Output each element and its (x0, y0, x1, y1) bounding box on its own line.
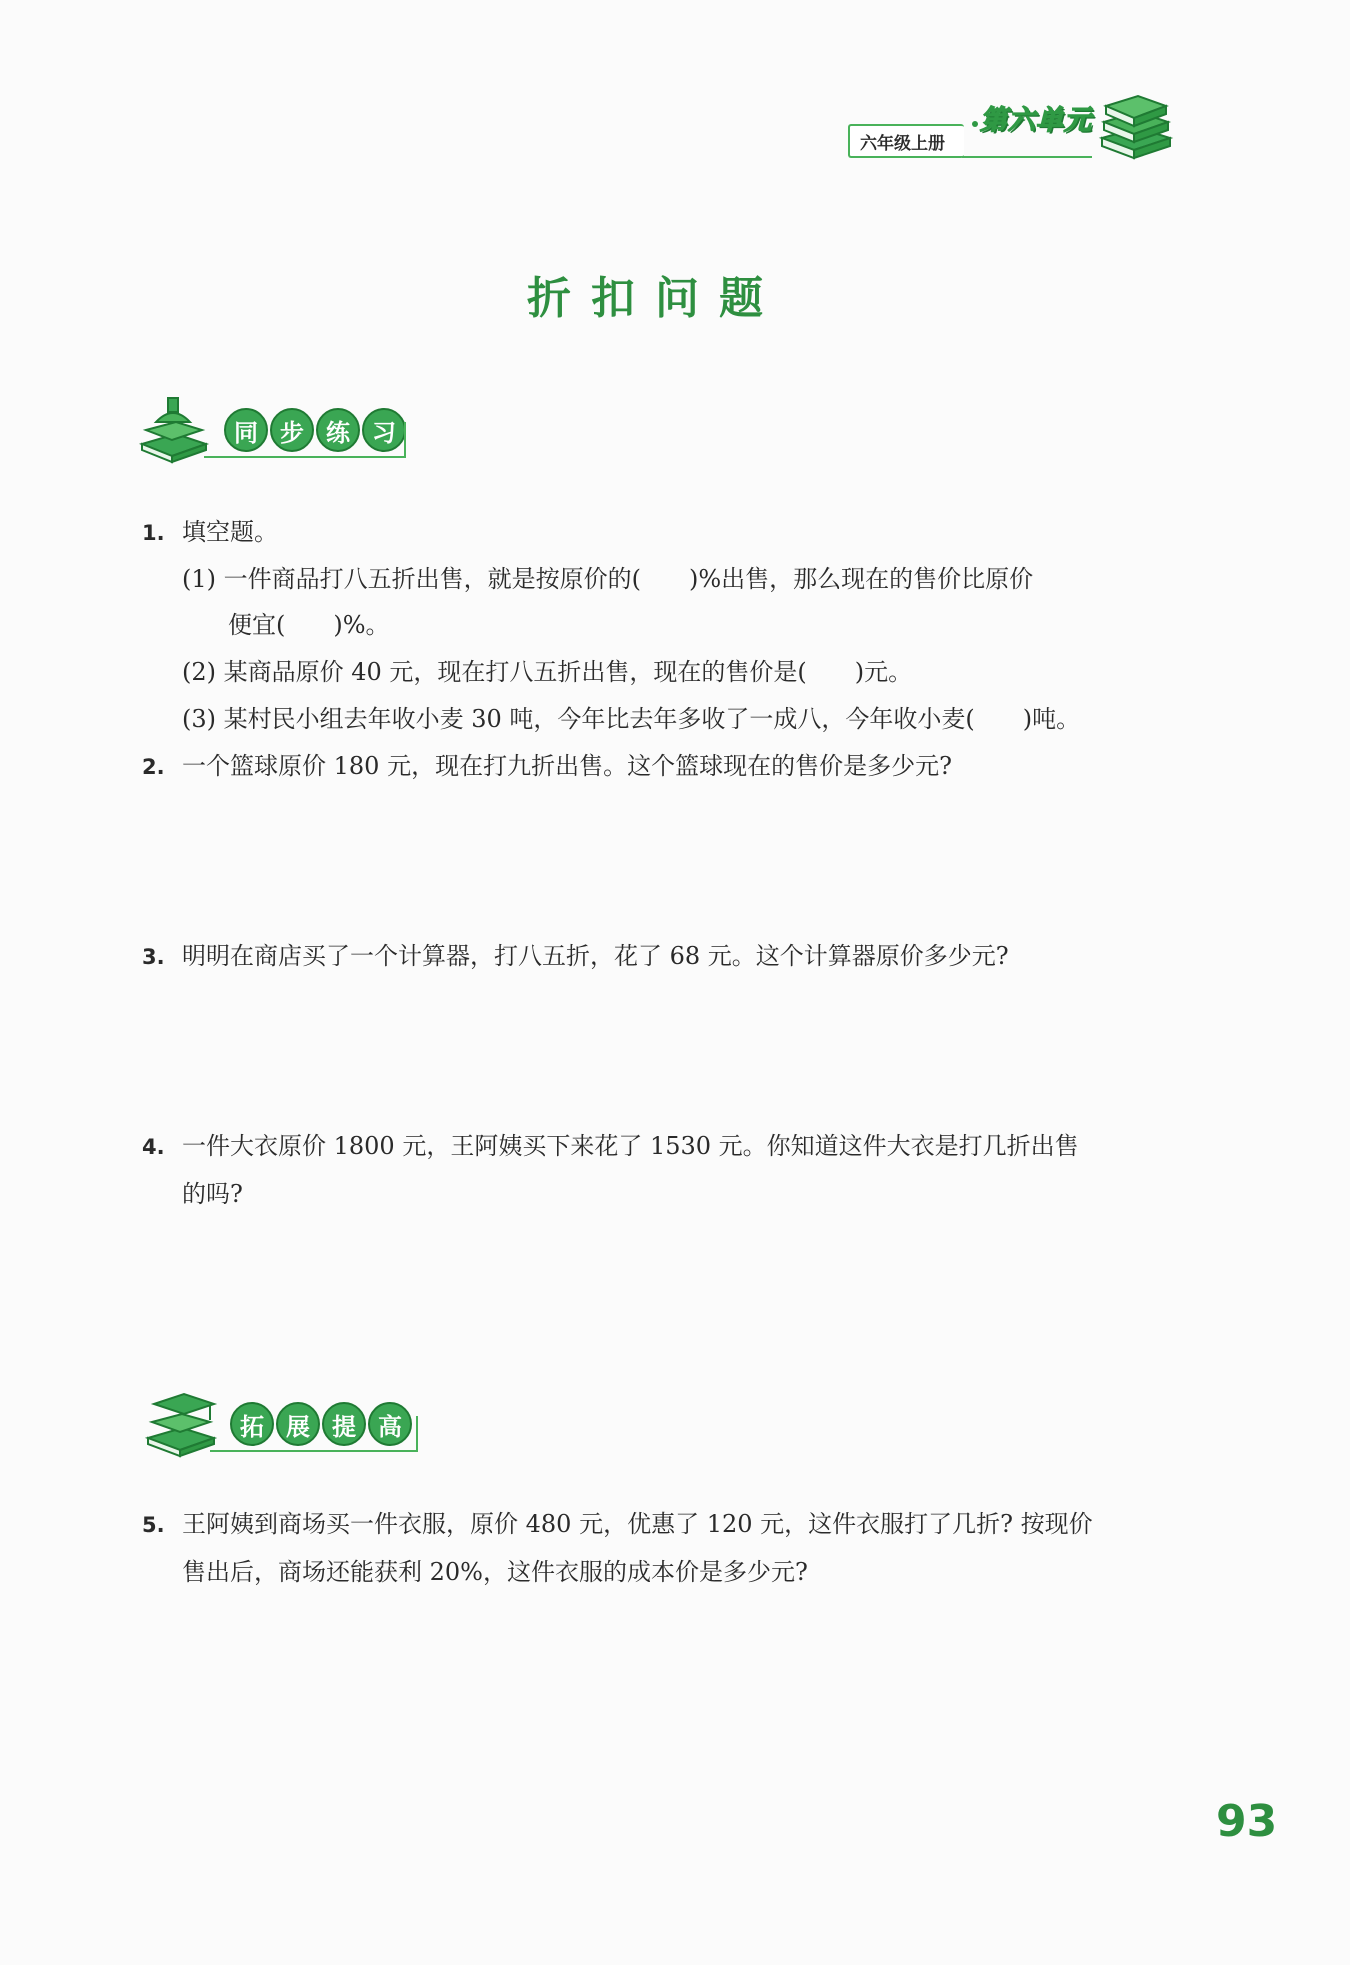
section-rule (210, 1450, 416, 1452)
section-practice-banner (138, 400, 418, 464)
question-3 (142, 932, 1009, 981)
section-char: 高 (368, 1402, 412, 1446)
books-lamp-icon (138, 394, 214, 466)
books-icon (1098, 86, 1174, 166)
section-char: 展 (276, 1402, 320, 1446)
subquestion-text: (3) 某村民小组去年收小麦 30 吨，今年比去年多收了一成八，今年收小麦( )吨。 (182, 705, 1081, 733)
question-text: 的吗? (182, 1180, 243, 1208)
question-1-sub-1 (182, 555, 1033, 603)
unit-label: 第六单元 (980, 105, 1092, 136)
question-5 (142, 1500, 1093, 1549)
question-text: 明明在商店买了一个计算器，打八五折，花了 68 元。这个计算器原价多少元? (182, 942, 1009, 970)
question-1-sub-2 (182, 648, 912, 696)
question-5-cont (182, 1548, 808, 1596)
section-rule (204, 456, 404, 458)
question-text: 售出后，商场还能获利 20%，这件衣服的成本价是多少元? (182, 1558, 808, 1586)
question-4 (142, 1122, 1079, 1171)
section-rule-end (416, 1416, 418, 1452)
page-title: 折扣问题 (527, 273, 783, 324)
subquestion-text: (2) 某商品原价 40 元，现在打八五折出售，现在的售价是( )元。 (182, 658, 913, 686)
header-rule (962, 156, 1092, 158)
header-dot (972, 121, 978, 127)
question-number: 2. (142, 755, 165, 779)
section-char: 同 (224, 408, 268, 452)
question-text: 一件大衣原价 1800 元，王阿姨买下来花了 1530 元。你知道这件大衣是打几折出售 (182, 1132, 1079, 1160)
question-1 (142, 508, 278, 557)
question-number: 5. (142, 1513, 165, 1537)
section-char: 步 (270, 408, 314, 452)
section-extend-banner (144, 1394, 424, 1458)
question-text: 一个篮球原价 180 元，现在打九折出售。这个篮球现在的售价是多少元? (182, 752, 952, 780)
question-1-sub-1-cont (228, 601, 390, 649)
grade-label: 六年级上册 (848, 124, 964, 158)
question-number: 3. (142, 945, 165, 969)
subquestion-text: 便宜( )%。 (228, 611, 390, 639)
page-number: 93 (1216, 1796, 1278, 1847)
section-rule-end (404, 422, 406, 458)
subquestion-text: (1) 一件商品打八五折出售，就是按原价的( )%出售，那么现在的售价比原价 (182, 565, 1034, 593)
question-text: 填空题。 (182, 518, 278, 546)
section-char: 拓 (230, 1402, 274, 1446)
question-number: 1. (142, 521, 165, 545)
question-number: 4. (142, 1135, 165, 1159)
question-4-cont (182, 1170, 243, 1218)
section-char: 习 (362, 408, 406, 452)
section-char: 提 (322, 1402, 366, 1446)
question-1-sub-3 (182, 695, 1080, 743)
question-2 (142, 742, 952, 791)
section-char: 练 (316, 408, 360, 452)
question-text: 王阿姨到商场买一件衣服，原价 480 元，优惠了 120 元，这件衣服打了几折? 按现价 (182, 1510, 1093, 1538)
